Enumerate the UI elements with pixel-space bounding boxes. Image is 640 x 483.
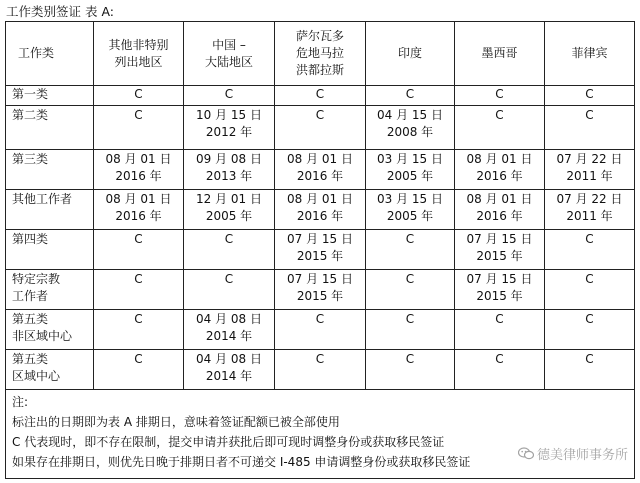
- header-other-countries: 其他非特别 列出地区: [108, 37, 169, 69]
- cell-value: C: [405, 272, 415, 286]
- table-cell: [94, 86, 184, 106]
- row-category-cell: [6, 190, 94, 230]
- table-cell: [455, 230, 545, 270]
- cell-value: C: [585, 352, 594, 366]
- cell-value: 08 月 01 日 2016 年: [105, 192, 172, 223]
- row-category-cell: [6, 150, 94, 190]
- header-cell: [184, 22, 275, 86]
- table-cell: [545, 230, 635, 270]
- row-category-cell: [6, 310, 94, 350]
- table-cell: [275, 350, 366, 390]
- table-cell: [366, 310, 455, 350]
- cell-value: C: [495, 352, 504, 366]
- cell-value: C: [495, 108, 504, 122]
- header-philippines: 菲律宾: [571, 46, 608, 60]
- table-cell: [545, 190, 635, 230]
- document-title: 工作类别签证 表 A:: [6, 4, 114, 19]
- table-cell: [455, 350, 545, 390]
- cell-value: 07 月 22 日 2011 年: [556, 152, 623, 183]
- cell-value: C: [585, 87, 594, 101]
- row-category-label: 第五类 区域中心: [12, 352, 61, 383]
- cell-value: 07 月 22 日 2011 年: [556, 192, 623, 223]
- cell-value: C: [134, 108, 143, 122]
- note-line-current: C 代表现时，即不存在限制，提交申请并获批后即可现时调整身份或获取移民签证: [12, 435, 445, 449]
- table-cell: [545, 106, 635, 150]
- table-cell: [366, 190, 455, 230]
- cell-value: C: [405, 87, 415, 101]
- table-header-row: [6, 22, 635, 86]
- table-cell: [184, 150, 275, 190]
- cell-value: C: [405, 232, 415, 246]
- cell-value: C: [134, 352, 143, 366]
- row-category-label: 其他工作者: [12, 192, 73, 206]
- table-cell: [184, 86, 275, 106]
- cell-value: 08 月 01 日 2016 年: [466, 192, 533, 223]
- table-cell: [184, 350, 275, 390]
- table-cell: [545, 310, 635, 350]
- cell-value: C: [495, 87, 504, 101]
- cell-value: C: [405, 312, 415, 326]
- row-category-label: 特定宗教 工作者: [12, 272, 61, 303]
- header-category-label: 工作类: [18, 46, 55, 60]
- cell-value: C: [315, 352, 325, 366]
- table-cell: [366, 230, 455, 270]
- table-cell: [366, 350, 455, 390]
- table-cell: [94, 350, 184, 390]
- table-cell: [455, 190, 545, 230]
- cell-value: C: [224, 232, 234, 246]
- cell-value: 12 月 01 日 2005 年: [196, 192, 262, 223]
- visa-bulletin-table: [5, 21, 635, 479]
- table-cell: [275, 270, 366, 310]
- cell-value: C: [315, 87, 325, 101]
- cell-value: C: [405, 352, 415, 366]
- wechat-icon: [518, 447, 534, 460]
- table-cell: [455, 86, 545, 106]
- table-row: [6, 86, 635, 106]
- table-cell: [275, 230, 366, 270]
- header-mexico: 墨西哥: [481, 46, 518, 60]
- table-cell: [184, 106, 275, 150]
- cell-value: C: [134, 312, 143, 326]
- cell-value: C: [224, 272, 234, 286]
- cell-value: 03 月 15 日 2005 年: [377, 192, 443, 223]
- cell-value: 07 月 15 日 2015 年: [466, 272, 533, 303]
- table-cell: [275, 150, 366, 190]
- table-cell: [366, 150, 455, 190]
- table-cell: [184, 270, 275, 310]
- notes-row: [6, 390, 635, 479]
- cell-value: C: [585, 312, 594, 326]
- cell-value: 07 月 15 日 2015 年: [287, 232, 353, 263]
- table-cell: [275, 106, 366, 150]
- table-cell: [455, 270, 545, 310]
- cell-value: C: [134, 232, 143, 246]
- cell-value: C: [585, 272, 594, 286]
- header-cell: [366, 22, 455, 86]
- row-category-label: 第四类: [12, 232, 49, 246]
- cell-value: 09 月 08 日 2013 年: [196, 152, 262, 183]
- cell-value: 04 月 08 日 2014 年: [196, 352, 262, 383]
- cell-value: 10 月 15 日 2012 年: [196, 108, 262, 139]
- header-china: 中国 – 大陆地区: [204, 37, 253, 69]
- cell-value: C: [315, 312, 325, 326]
- cell-value: 08 月 01 日 2016 年: [287, 192, 353, 223]
- table-row: [6, 106, 635, 150]
- table-cell: [94, 310, 184, 350]
- row-category-label: 第三类: [12, 152, 49, 166]
- watermark-text: 德美律师事务所: [536, 448, 628, 463]
- table-row: [6, 270, 635, 310]
- cell-value: C: [495, 312, 504, 326]
- table-cell: [545, 86, 635, 106]
- header-cell: [455, 22, 545, 86]
- table-cell: [94, 106, 184, 150]
- table-cell: [455, 310, 545, 350]
- table-row: [6, 350, 635, 390]
- header-cell: [545, 22, 635, 86]
- table-cell: [94, 270, 184, 310]
- table-cell: [94, 150, 184, 190]
- cell-value: 08 月 01 日 2016 年: [287, 152, 353, 183]
- table-cell: [366, 106, 455, 150]
- row-category-cell: [6, 270, 94, 310]
- table-cell: [545, 150, 635, 190]
- row-category-cell: [6, 350, 94, 390]
- table-cell: [275, 86, 366, 106]
- row-category-cell: [6, 106, 94, 150]
- table-cell: [366, 86, 455, 106]
- table-row: [6, 190, 635, 230]
- table-row: [6, 230, 635, 270]
- row-category-cell: [6, 230, 94, 270]
- row-category-cell: [6, 86, 94, 106]
- table-cell: [94, 230, 184, 270]
- table-cell: [366, 270, 455, 310]
- table-cell: [545, 270, 635, 310]
- table-cell: [184, 230, 275, 270]
- header-cell: [275, 22, 366, 86]
- header-india: 印度: [397, 46, 422, 60]
- table-cell: [94, 190, 184, 230]
- header-central-america: 萨尔瓦多 危地马拉 洪都拉斯: [295, 29, 344, 77]
- cell-value: 07 月 15 日 2015 年: [287, 272, 353, 303]
- row-category-label: 第二类: [12, 108, 49, 122]
- table-cell: [275, 190, 366, 230]
- cell-value: 03 月 15 日 2005 年: [377, 152, 443, 183]
- table-cell: [275, 310, 366, 350]
- cell-value: C: [585, 232, 594, 246]
- header-cell: [6, 22, 94, 86]
- table-row: [6, 310, 635, 350]
- note-line-dates: 标注出的日期即为表 A 排期日，意味着签证配额已被全部使用: [12, 415, 340, 429]
- table-row: [6, 150, 635, 190]
- header-cell: [94, 22, 184, 86]
- row-category-label: 第一类: [12, 87, 49, 101]
- cell-value: C: [224, 87, 234, 101]
- cell-value: C: [134, 272, 143, 286]
- cell-value: 08 月 01 日 2016 年: [466, 152, 533, 183]
- cell-value: 04 月 08 日 2014 年: [196, 312, 262, 343]
- cell-value: C: [585, 108, 594, 122]
- table-cell: [455, 150, 545, 190]
- notes-heading: 注:: [12, 395, 29, 409]
- cell-value: 07 月 15 日 2015 年: [466, 232, 533, 263]
- cell-value: C: [134, 87, 143, 101]
- note-line-priority: 如果存在排期日，则优先日晚于排期日者不可递交 I-485 申请调整身份或获取移民签证: [12, 455, 471, 469]
- table-cell: [184, 310, 275, 350]
- cell-value: 08 月 01 日 2016 年: [105, 152, 172, 183]
- table-cell: [545, 350, 635, 390]
- table-cell: [184, 190, 275, 230]
- watermark: [518, 444, 628, 463]
- notes-cell: [6, 390, 635, 479]
- table-cell: [455, 106, 545, 150]
- cell-value: 04 月 15 日 2008 年: [377, 108, 443, 139]
- cell-value: C: [315, 108, 325, 122]
- row-category-label: 第五类 非区域中心: [12, 312, 73, 343]
